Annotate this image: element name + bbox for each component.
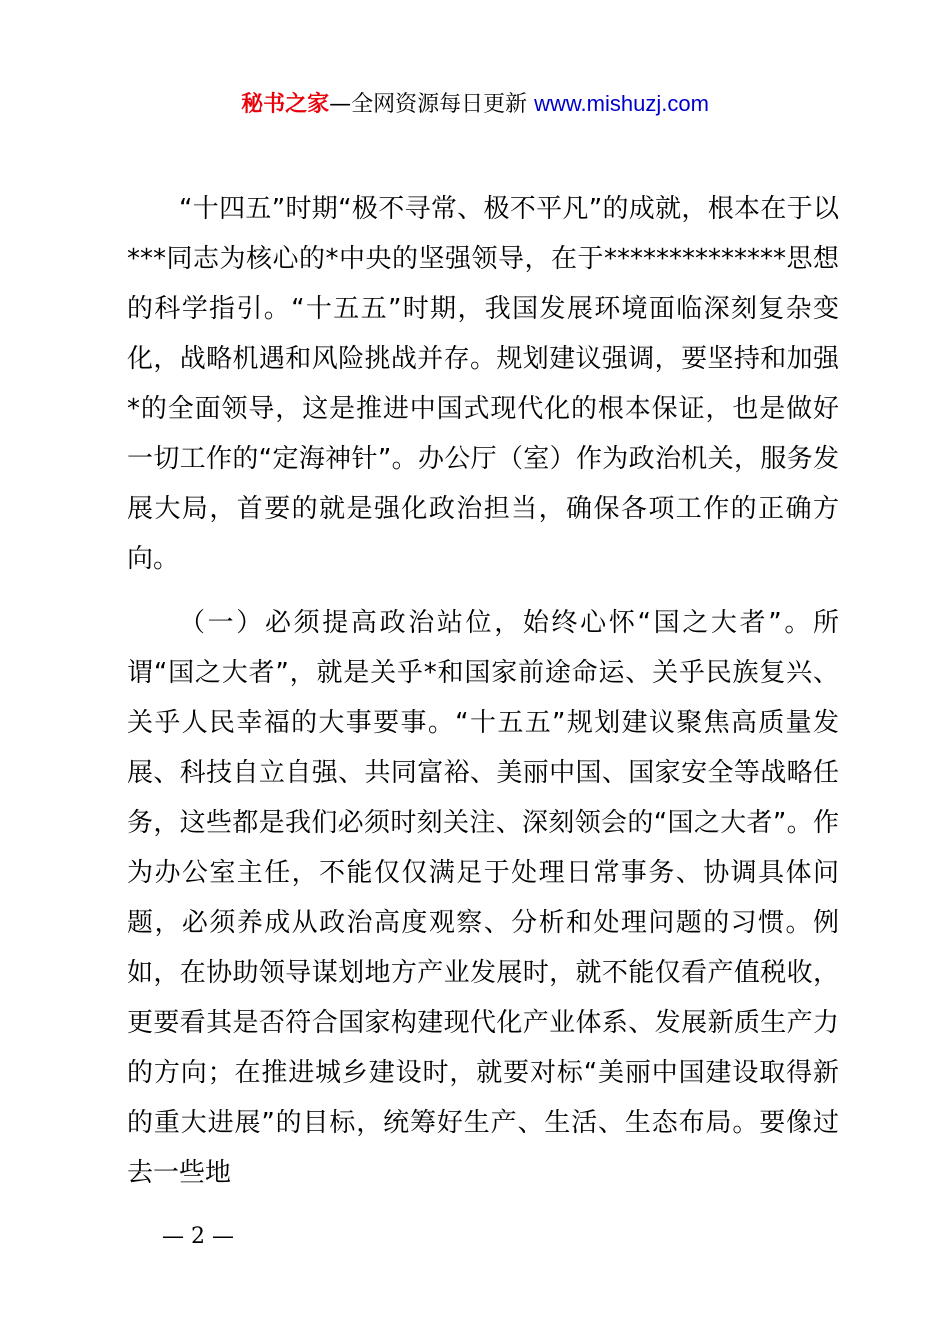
- brand-name: 秘书之家: [241, 92, 330, 117]
- paragraph: （一）必须提高政治站位，始终心怀“国之大者”。所谓“国之大者”，就是关乎*和国家前途命运、关乎民族复兴、关乎人民幸福的大事要事。“十五五”规划建议聚焦高质量发展、科技自立自强、共同富裕、美丽中国、国家安全等战略任务，这些都是我们必须时刻关注、深刻领会的“国之大者”。作为办公室主任，不能仅仅满足于处理日常事务、协调具体问题，必须养成从政治高度观察、分析和处理问题的习惯。例如，在协助领导谋划地方产业发展时，就不能仅看产值税收，更要看其是否符合国家构建现代化产业体系、发展新质生产力的方向；在推进城乡建设时，就要对标“美丽中国建设取得新的重大进展”的目标，统筹好生产、生活、生态布局。要像过去一些地: [127, 608, 839, 1188]
- page-number: — 2 —: [162, 1224, 234, 1249]
- document-body: [127, 184, 839, 1198]
- paragraph: “十四五”时期“极不寻常、极不平凡”的成就，根本在于以***同志为核心的*中央的坚强领导，在于**************思想的科学指引。“十五五”时期，我国发展环境面临深刻复杂变化，战略机遇和风险挑战并存。规划建议强调，要坚持和加强*的全面领导，这是推进中国式现代化的根本保证，也是做好一切工作的“定海神针”。办公厅（室）作为政治机关，服务发展大局，首要的就是强化政治担当，确保各项工作的正确方向。: [127, 194, 839, 574]
- header-url[interactable]: www.mishuzj.com: [534, 91, 709, 116]
- header-tagline: —全网资源每日更新: [329, 92, 535, 117]
- page-header: [0, 86, 950, 123]
